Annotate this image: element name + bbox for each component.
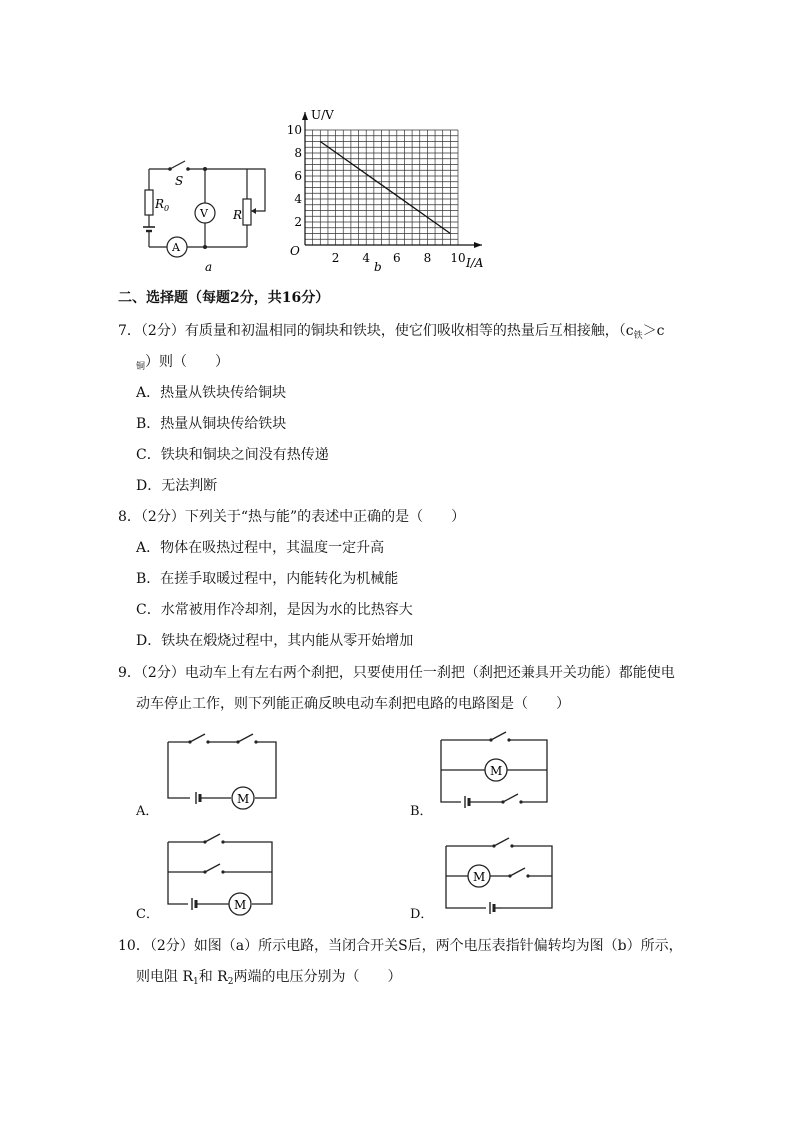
q9-option-a-label: A．	[136, 804, 159, 819]
q9-option-b-label: B．	[410, 804, 433, 819]
voltmeter-label: V	[200, 207, 208, 220]
q9-option-d-label: D．	[410, 907, 434, 922]
y-tick-label: 2	[294, 215, 302, 229]
q8-option-a: A．物体在吸热过程中，其温度一定升高	[136, 540, 385, 556]
x-tick-label: 2	[331, 251, 340, 265]
q9-circuit-a	[160, 728, 285, 813]
q10-stem-line1: 10．（2分）如图（a）所示电路，当闭合开关S后，两个电压表指针偏转均为图（b）所示，	[118, 938, 683, 954]
chart-origin-label: O	[290, 244, 300, 258]
caption-a: a	[205, 260, 213, 274]
x-tick-label: 10	[450, 251, 466, 265]
q9-stem-line2: 动车停止工作，则下列能正确反映电动车刹把电路的电路图是（ ）	[136, 696, 570, 712]
q9-circuit-d	[438, 830, 563, 920]
q8-option-c: C．水常被用作冷却剂，是因为水的比热容大	[136, 602, 413, 618]
chart-xlabel: I/A	[466, 256, 484, 270]
chart-b	[280, 105, 495, 275]
rheostat-label: R	[233, 208, 243, 222]
q7-stem-line2: $_铜$）则（ ）	[136, 354, 230, 372]
resistor-r0	[145, 190, 153, 215]
y-tick-label: 4	[294, 192, 302, 206]
x-axis-arrow	[474, 242, 482, 248]
y-axis-arrow	[302, 112, 308, 120]
chart-ticks	[287, 123, 466, 265]
q7-option-c: C．铁块和铜块之间没有热传递	[136, 447, 329, 463]
q7-option-b: B．热量从铜块传给铁块	[136, 416, 287, 432]
rheostat	[243, 199, 251, 225]
svg-text:M: M	[234, 898, 247, 912]
y-tick-label: 10	[286, 123, 302, 137]
x-tick-label: 6	[392, 251, 401, 265]
caption-b: b	[374, 260, 382, 274]
q7-option-d: D．无法判断	[136, 478, 218, 494]
q8-option-d: D．铁块在煅烧过程中，其内能从零开始增加	[136, 633, 414, 649]
q7-option-a: A．热量从铁块传给铜块	[136, 385, 287, 401]
circuit-a-figure	[135, 155, 285, 275]
resistor-label: $R_0$	[155, 197, 170, 213]
section-title: 二、选择题（每题2分，共16分）	[118, 290, 330, 306]
q8-option-b: B．在搓手取暖过程中，内能转化为机械能	[136, 571, 399, 587]
q9-option-c-label: C．	[136, 907, 159, 922]
y-tick-label: 8	[294, 146, 302, 160]
chart-ylabel: U/V	[311, 108, 334, 122]
svg-text:M: M	[473, 870, 486, 884]
switch-label: S	[175, 174, 184, 188]
svg-text:M: M	[237, 792, 250, 806]
ammeter-label: A	[172, 241, 180, 254]
q8-stem: 8．（2分）下列关于“热与能”的表述中正确的是（ ）	[118, 509, 466, 525]
x-tick-label: 8	[423, 251, 432, 265]
q9-stem-line1: 9．（2分）电动车上有左右两个刹把，只要使用任一刹把（刹把还兼具开关功能）都能使电	[118, 665, 675, 681]
q9-circuit-b	[433, 728, 558, 813]
x-tick-label: 4	[362, 251, 371, 265]
q10-stem-line2: 则电阻 $R_1$和 $R_2$两端的电压分别为（ ）	[136, 969, 402, 987]
svg-text:M: M	[490, 764, 503, 778]
y-tick-label: 6	[294, 169, 302, 183]
q7-stem-line1: 7．（2分）有质量和初温相同的铜块和铁块，使它们吸收相等的热量后互相接触，（$c_铁>c$	[118, 323, 665, 341]
q9-circuit-c	[160, 830, 285, 920]
